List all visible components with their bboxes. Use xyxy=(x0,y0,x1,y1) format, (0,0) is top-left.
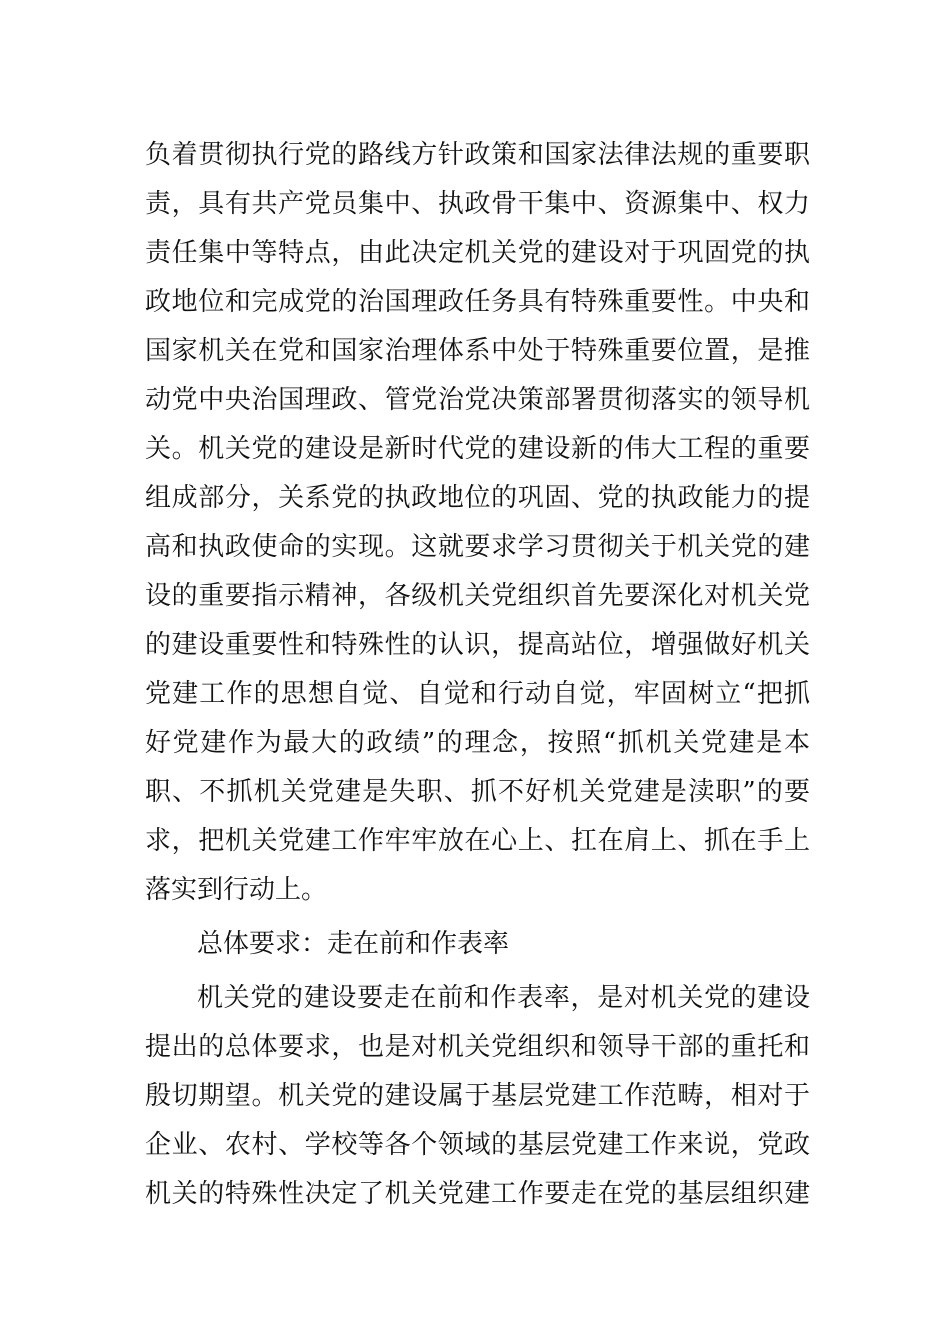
section-heading: 总体要求：走在前和作表率 xyxy=(197,929,510,959)
body-text-line: 党建工作的思想自觉、自觉和行动自觉，牢固树立“把抓 xyxy=(145,679,810,709)
body-text-line: 责，具有共产党员集中、执政骨干集中、资源集中、权力 xyxy=(145,189,810,219)
body-text-line: 动党中央治国理政、管党治党决策部署贯彻落实的领导机 xyxy=(145,385,810,415)
body-text-line: 政地位和完成党的治国理政任务具有特殊重要性。中央和 xyxy=(145,287,810,317)
body-text-line: 好党建作为最大的政绩”的理念，按照“抓机关党建是本 xyxy=(145,728,810,758)
body-text-line: 关。机关党的建设是新时代党的建设新的伟大工程的重要 xyxy=(145,434,810,464)
body-text-line: 高和执政使命的实现。这就要求学习贯彻关于机关党的建 xyxy=(145,532,810,562)
body-text-line: 的建设重要性和特殊性的认识，提高站位，增强做好机关 xyxy=(145,630,810,660)
body-text-line: 企业、农村、学校等各个领域的基层党建工作来说，党政 xyxy=(145,1130,810,1160)
body-text-line: 设的重要指示精神，各级机关党组织首先要深化对机关党 xyxy=(145,581,810,611)
body-text-line: 机关党的建设要走在前和作表率，是对机关党的建设 xyxy=(197,983,810,1013)
body-text-line: 责任集中等特点，由此决定机关党的建设对于巩固党的执 xyxy=(145,238,810,268)
body-text-line: 机关的特殊性决定了机关党建工作要走在党的基层组织建 xyxy=(145,1179,810,1209)
body-text-line: 国家机关在党和国家治理体系中处于特殊重要位置，是推 xyxy=(145,336,810,366)
body-text-line: 职、不抓机关党建是失职、抓不好机关党建是渎职”的要 xyxy=(145,777,810,807)
body-text-line: 负着贯彻执行党的路线方针政策和国家法律法规的重要职 xyxy=(145,140,810,170)
body-text-line: 求，把机关党建工作牢牢放在心上、扛在肩上、抓在手上 xyxy=(145,826,810,856)
body-text-line: 落实到行动上。 xyxy=(145,875,328,905)
body-text-line: 组成部分，关系党的执政地位的巩固、党的执政能力的提 xyxy=(145,483,810,513)
body-text-line: 殷切期望。机关党的建设属于基层党建工作范畴，相对于 xyxy=(145,1081,810,1111)
body-text-line: 提出的总体要求，也是对机关党组织和领导干部的重托和 xyxy=(145,1032,810,1062)
